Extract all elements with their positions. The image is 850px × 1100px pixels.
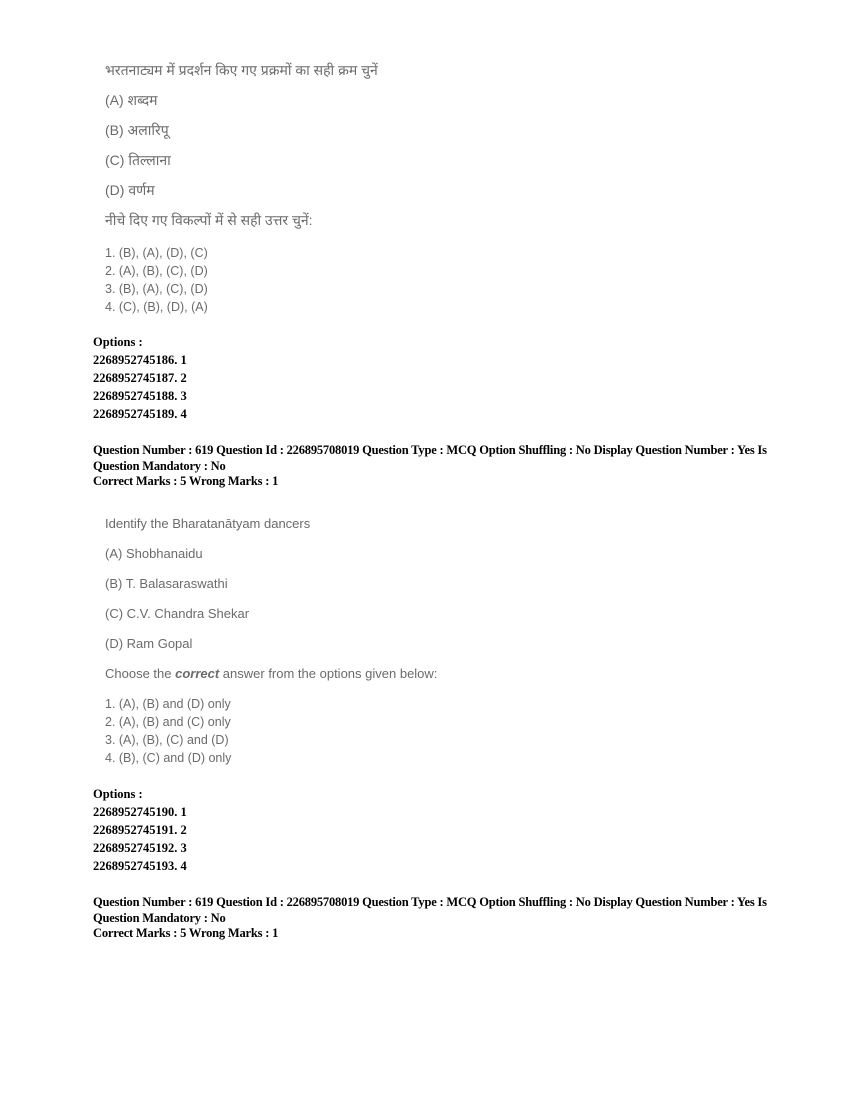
question-3-metadata	[93, 895, 767, 942]
question-2-instruction	[105, 666, 437, 681]
question-1-option-id-4: 2268952745189. 4	[93, 407, 187, 421]
question-meta-marks: Correct Marks : 5 Wrong Marks : 1	[93, 474, 279, 488]
question-1-options-label: Options :	[93, 335, 143, 349]
question-1-body	[105, 62, 378, 316]
question-2-answer-option-1: 1. (A), (B) and (D) only	[105, 697, 231, 711]
question-meta-line-2: Question Mandatory : No	[93, 458, 226, 473]
question-2-answer-option-3: 3. (A), (B), (C) and (D)	[105, 733, 229, 747]
question-1-prompt: भरतनाट्यम में प्रदर्शन किए गए प्रक्रमों का सही क्रम चुनें	[105, 62, 378, 78]
question-1-answer-option-4: 4. (C), (B), (D), (A)	[105, 300, 208, 314]
question-2-choice-a: (A) Shobhanaidu	[105, 546, 203, 561]
question-1-answer-options	[105, 244, 378, 316]
question-meta-line-1: Question Number : 619 Question Id : 226895708019 Question Type : MCQ Option Shuffling : No Display Question Number : Yes Is	[93, 443, 767, 457]
question-2-choice-d: (D) Ram Gopal	[105, 636, 193, 651]
question-meta-line-1: Question Number : 619 Question Id : 226895708019 Question Type : MCQ Option Shuffling : No Display Question Number : Yes Is	[93, 895, 767, 909]
question-2-body	[105, 516, 437, 767]
question-1-answer-option-3: 3. (B), (A), (C), (D)	[105, 282, 208, 296]
question-2-options-label: Options :	[93, 787, 143, 801]
question-2-choice-b: (B) T. Balasaraswathi	[105, 576, 228, 591]
question-1-option-id-1: 2268952745186. 1	[93, 353, 187, 367]
question-2-answer-option-4: 4. (B), (C) and (D) only	[105, 751, 232, 765]
question-2-options-block	[93, 785, 187, 875]
question-1-choice-b: (B) अलारिपू	[105, 122, 169, 138]
question-2-instruction-suffix: answer from the options given below:	[219, 666, 438, 681]
question-2-option-id-4: 2268952745193. 4	[93, 859, 187, 873]
question-2-option-id-1: 2268952745190. 1	[93, 805, 187, 819]
question-1-choice-c: (C) तिल्लाना	[105, 152, 171, 168]
question-1-option-id-2: 2268952745187. 2	[93, 371, 187, 385]
question-1-options-block	[93, 333, 187, 423]
question-2-option-id-3: 2268952745192. 3	[93, 841, 187, 855]
question-meta-line-2: Question Mandatory : No	[93, 910, 226, 925]
question-2-instruction-emphasis: correct	[175, 666, 220, 681]
question-1-answer-option-1: 1. (B), (A), (D), (C)	[105, 246, 208, 260]
question-1-choice-d: (D) वर्णम	[105, 182, 155, 198]
question-1-answer-option-2: 2. (A), (B), (C), (D)	[105, 264, 208, 278]
question-2-answer-option-2: 2. (A), (B) and (C) only	[105, 715, 231, 729]
question-2-answer-options	[105, 695, 437, 767]
question-1-choice-a: (A) शब्दम	[105, 92, 158, 108]
question-1-option-id-3: 2268952745188. 3	[93, 389, 187, 403]
question-1-instruction: नीचे दिए गए विकल्पों में से सही उत्तर चुनें:	[105, 212, 313, 228]
question-2-metadata	[93, 443, 767, 490]
question-2-option-id-2: 2268952745191. 2	[93, 823, 187, 837]
question-2-choice-c: (C) C.V. Chandra Shekar	[105, 606, 250, 621]
question-2-instruction-prefix: Choose the	[105, 666, 176, 681]
question-2-prompt: Identify the Bharatanātyam dancers	[105, 516, 311, 531]
question-meta-marks: Correct Marks : 5 Wrong Marks : 1	[93, 926, 279, 940]
